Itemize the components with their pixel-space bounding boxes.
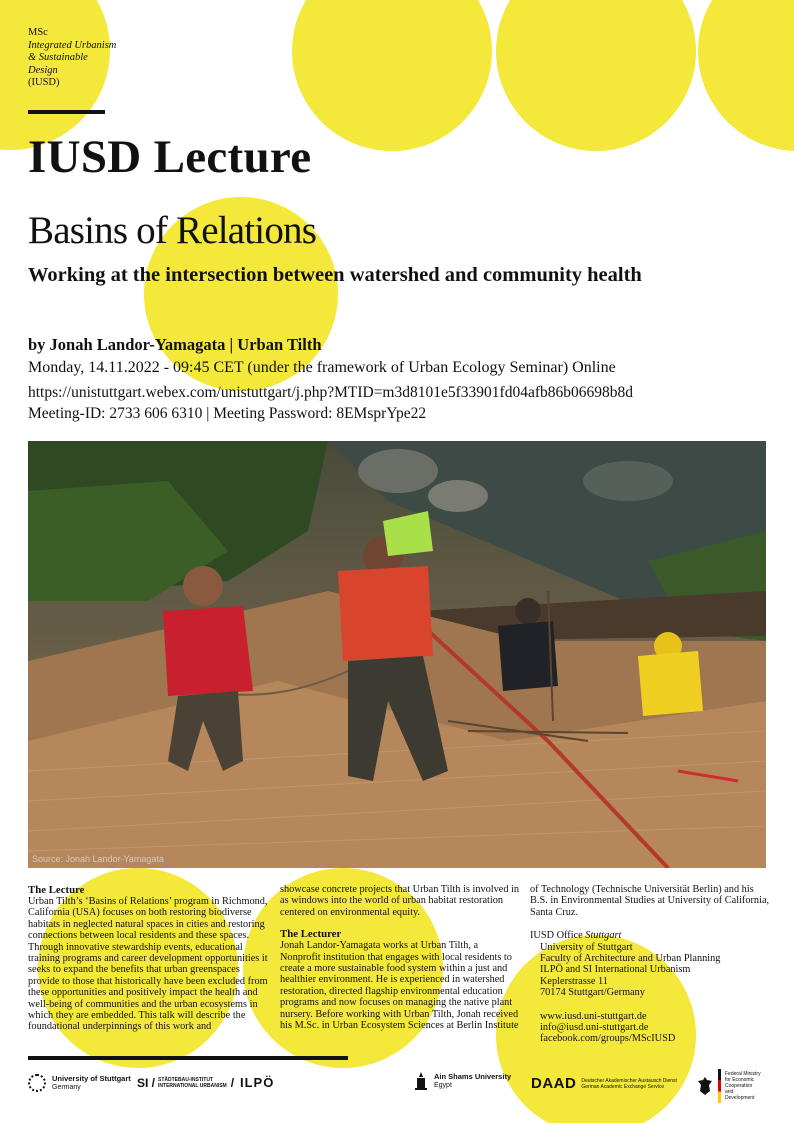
logo-bmz-line: Development <box>725 1095 755 1101</box>
sun-icon <box>28 1074 46 1092</box>
logo-si <box>137 1076 234 1090</box>
series-title: IUSD Lecture <box>28 131 312 183</box>
email-link[interactable]: info@iusd.uni-stuttgart.de <box>540 1022 649 1034</box>
lecturer-heading: The Lecturer <box>280 928 342 941</box>
logo-ain-shams <box>414 1072 511 1090</box>
logo-ilpo-text: ILPÖ <box>240 1075 275 1090</box>
logo-bmz-line: for Economic <box>725 1077 755 1083</box>
divider <box>28 110 105 114</box>
office-address-line: 70174 Stuttgart/Germany <box>540 987 645 999</box>
event-photo <box>28 441 766 868</box>
date-line: Monday, 14.11.2022 - 09:45 CET (under the framework of Urban Ecology Seminar) Online <box>28 359 616 376</box>
logo-daad-line1: Deutscher Akademischer Austausch Dienst <box>581 1077 677 1084</box>
building-icon <box>414 1072 428 1090</box>
office-address-line: ILPÖ and SI International Urbanism <box>540 964 691 976</box>
lecture-column <box>28 884 268 1033</box>
office-address-line: Faculty of Architecture and Urban Planning <box>540 953 721 965</box>
decor-circle <box>698 0 794 151</box>
office-address-line: University of Stuttgart <box>540 941 633 953</box>
logo-daad <box>531 1075 677 1092</box>
eagle-icon <box>697 1076 713 1096</box>
logo-stuttgart-country: Germany <box>52 1083 81 1091</box>
program-name-line: Integrated Urbanism <box>28 39 117 51</box>
logo-daad-line2: German Academic Exchange Service <box>581 1083 665 1090</box>
partner-logos <box>0 1064 794 1119</box>
logo-bmz-line: and <box>725 1089 734 1095</box>
office-label: IUSD Office Stuttgart <box>530 930 622 942</box>
logo-ain-shams-country: Egypt <box>434 1081 452 1089</box>
logo-si-mark: SI / <box>137 1076 156 1090</box>
divider <box>28 1056 348 1060</box>
facebook-link[interactable]: facebook.com/groups/MScIUSD <box>540 1033 676 1045</box>
logo-ain-shams-name: Ain Shams University <box>434 1071 512 1081</box>
lecturer-column <box>280 884 520 1031</box>
lecture-title: Basins of Relations <box>28 209 317 252</box>
office-address-line: Keplerstrasse 11 <box>540 975 608 987</box>
speaker-line: by Jonah Landor-Yamagata | Urban Tilth <box>28 335 322 354</box>
website-link[interactable]: www.iusd.uni-stuttgart.de <box>540 1010 647 1022</box>
photo-workers-hillside-icon <box>28 441 766 868</box>
lecture-body-part2: showcase concrete projects that Urban Tilth is involved in as windows into the world of urban habitat restoration centered on environmental equity. <box>280 884 520 918</box>
lecturer-body-part2: of Technology (Technische Universität Berlin) and his B.S. in Environmental Studies at University of California, Santa Cruz. <box>530 884 770 918</box>
lecture-heading: The Lecture <box>28 884 85 896</box>
lecture-body-part1: Urban Tilth’s ‘Basins of Relations’ program in Richmond, California (USA) focuses on both restoring biodiverse habitats in neglected natural spaces in cities and restoring connections between local residents and these spaces. Through innovative stewardship events, educational training programs and career development opportunities it seeks to expand the benefits that urban greenspaces provide to those that historically have been excluded from these opportunities and positively impact the health and well-being of communities and the urban ecosystems in which they are embedded. This talk will describe the foundational underpinnings of this work and <box>28 896 268 1033</box>
program-name-line: & Sustainable <box>28 52 88 64</box>
logo-daad-mark: DAAD <box>531 1075 577 1092</box>
logo-si-line2: INTERNATIONAL URBANISM <box>158 1083 227 1089</box>
german-flag-bar <box>718 1069 721 1103</box>
photo-credit: Source: Jonah Landor-Yamagata <box>32 854 164 864</box>
logo-bmz-line: Federal Ministry <box>725 1071 761 1077</box>
decor-circle <box>292 0 492 151</box>
program-degree: MSc <box>28 27 48 38</box>
decor-circle <box>496 0 696 151</box>
program-name-line: Design <box>28 64 58 76</box>
office-city: Stuttgart <box>585 930 622 942</box>
lecturer-body-part1: Jonah Landor-Yamagata works at Urban Tilth, a Nonprofit institution that engages with local residents to create a more sustainable food system within a just and healthier environment. He is experienced in watershed restoration, directed flagship environmental education programs and now focuses on managing the native plant nursery. Before working with Urban Tilth, Jonah received his M.Sc. in Urban Ecosystem Sciences at Berlin Institute <box>280 940 519 1032</box>
lecture-subtitle: Working at the intersection between watershed and community health <box>28 264 642 286</box>
logo-university-stuttgart <box>28 1074 131 1092</box>
logo-si-line1: STÄDTEBAU-INSTITUT <box>158 1077 214 1083</box>
contact-column <box>530 884 770 1045</box>
logo-bmz-line: Cooperation <box>725 1083 753 1089</box>
logo-stuttgart-name: University of Stuttgart <box>52 1073 131 1083</box>
logo-ilpo <box>240 1075 274 1090</box>
webex-link[interactable]: https://unistuttgart.webex.com/unistuttgart/j.php?MTID=m3d8101e5f33901fd04afb86b06698b8d <box>28 384 633 401</box>
program-acronym: (IUSD) <box>28 77 60 89</box>
logo-si-slash: / <box>230 1076 235 1090</box>
logo-bmz <box>697 1069 761 1103</box>
program-name <box>28 27 116 90</box>
meeting-credentials: Meeting-ID: 2733 606 6310 | Meeting Password: 8EMsprYpe22 <box>28 405 427 422</box>
